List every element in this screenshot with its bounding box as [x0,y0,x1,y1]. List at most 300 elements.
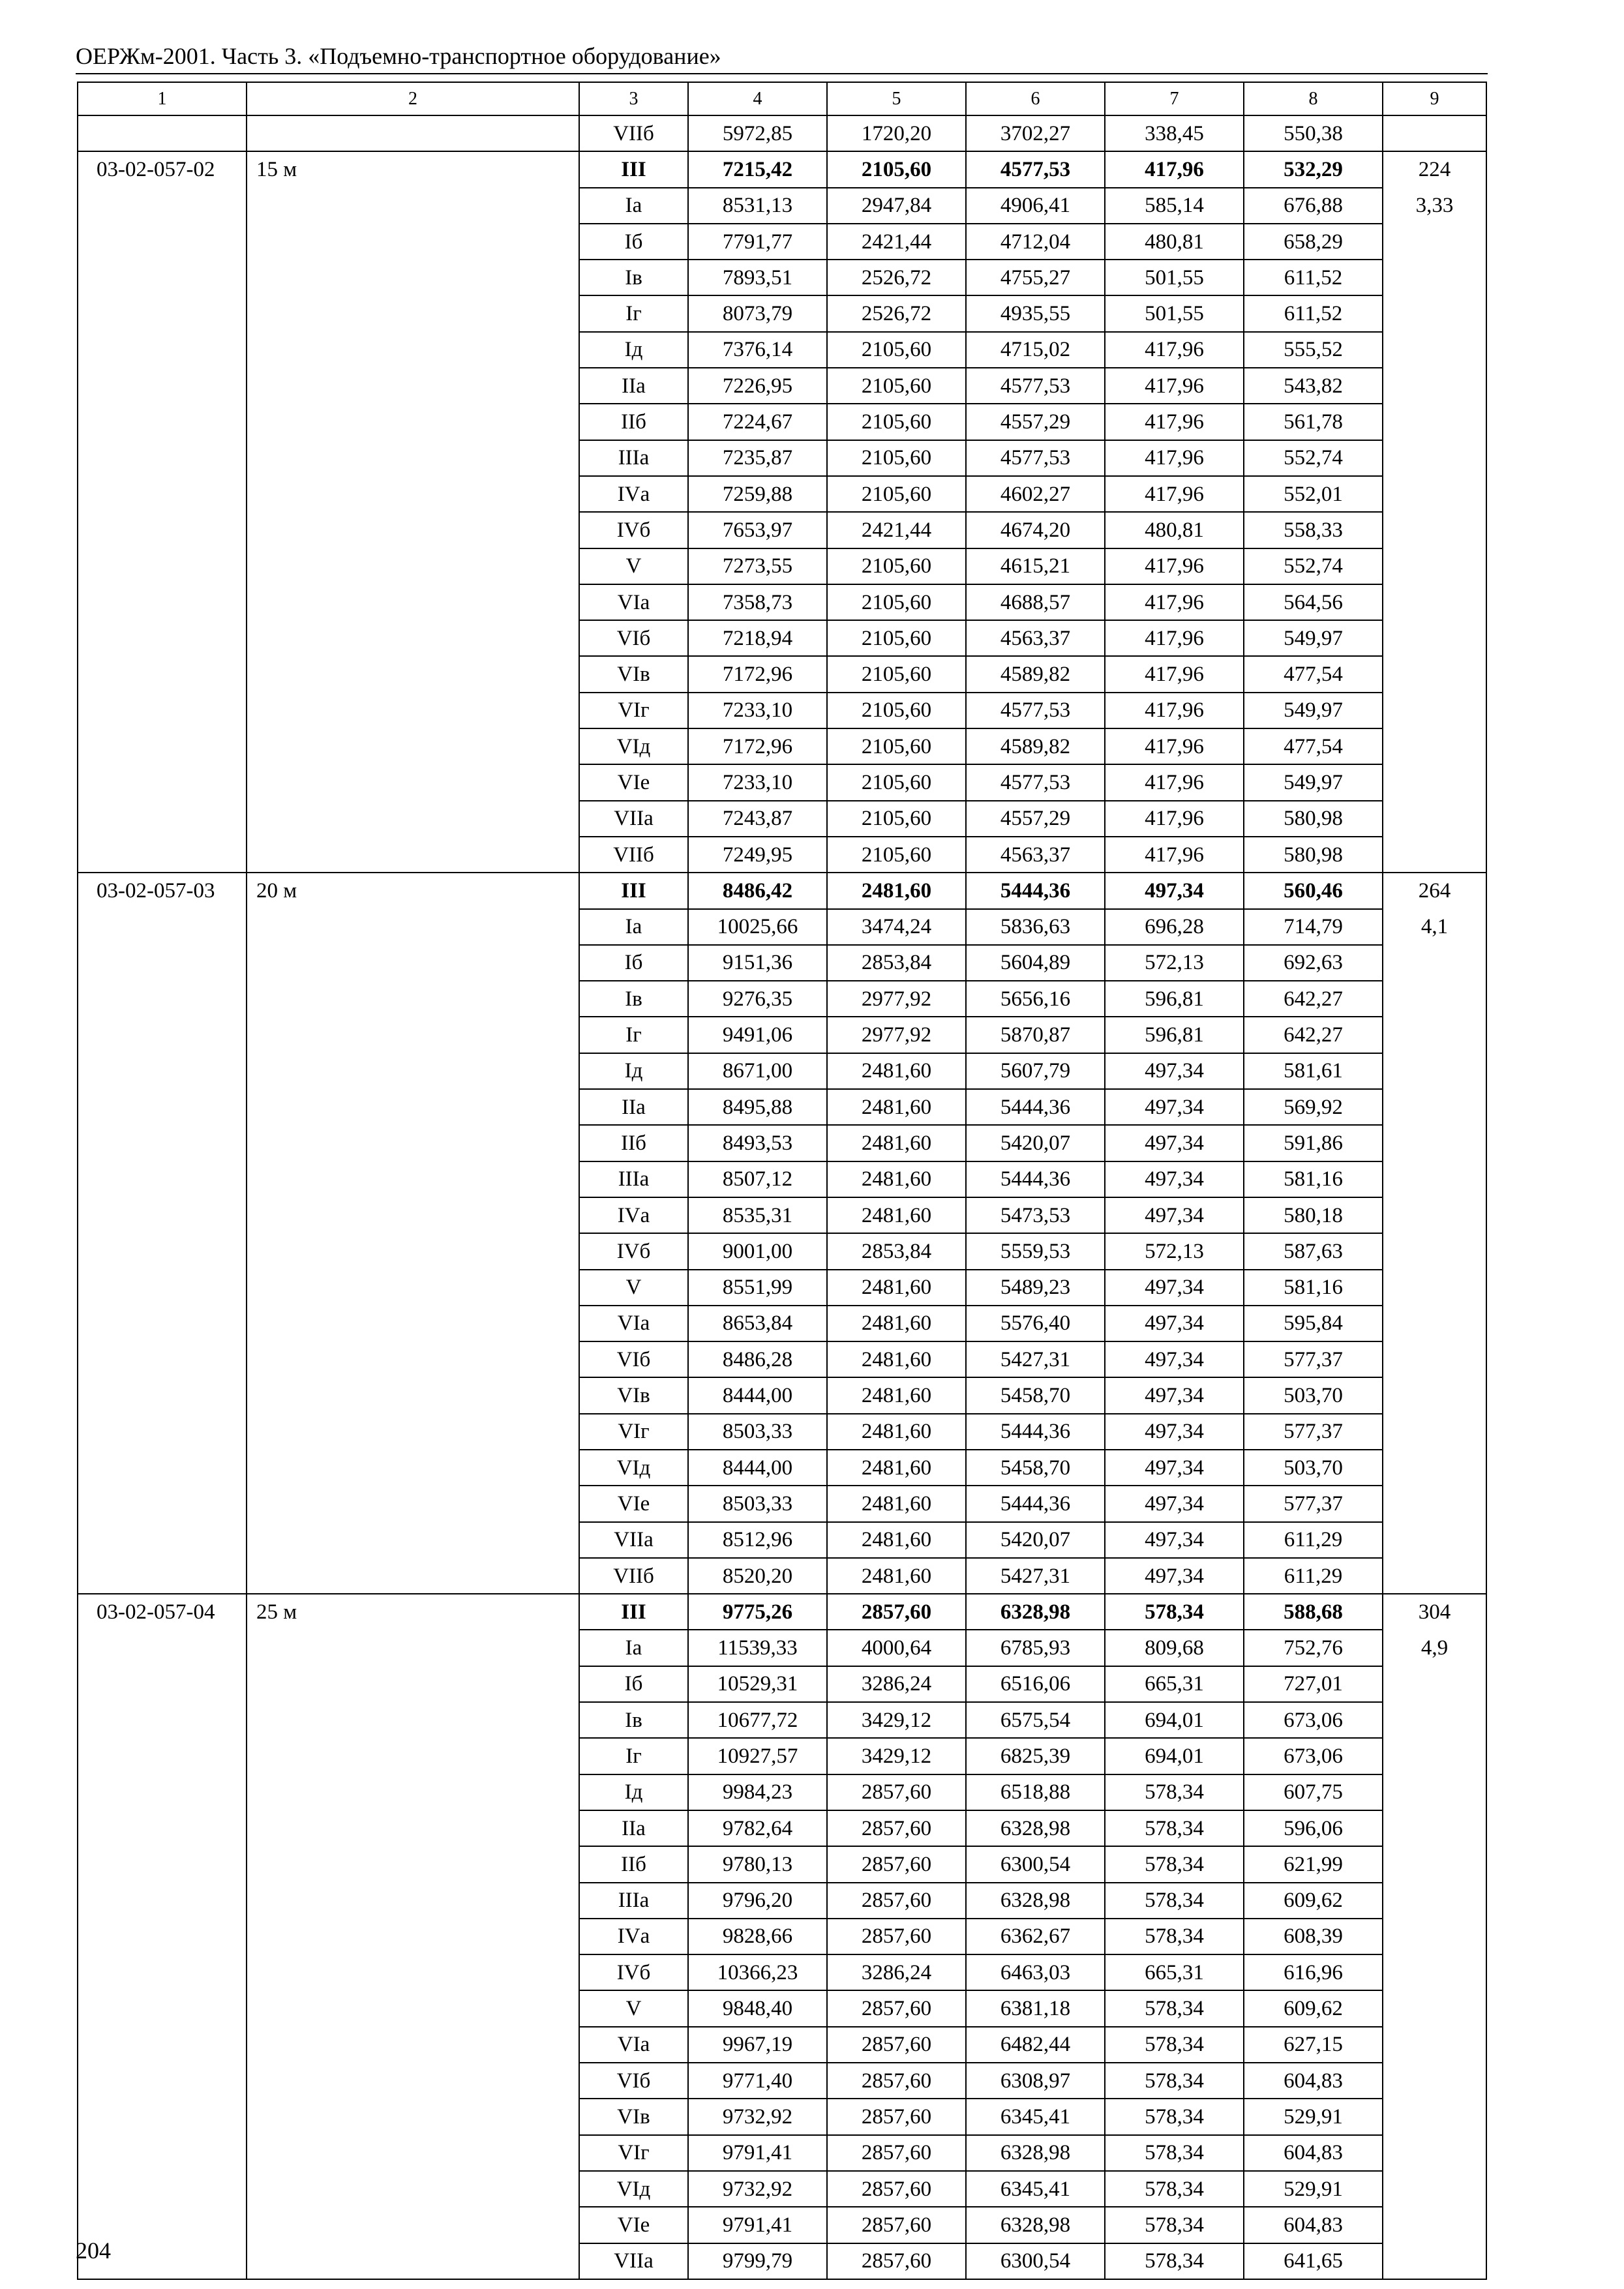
column-number: 1 [78,82,247,115]
cell-zone: VIд [579,2171,688,2207]
cell-labor-cost [1383,115,1486,151]
cell-machinist-wages: 809,68 [1105,1630,1244,1666]
cell-rate-code [78,1738,247,1774]
cell-zone: Iб [579,945,688,981]
cell-labor-cost [1383,981,1486,1017]
cell-zone: VIе [579,764,688,800]
cell-lift-height [247,1377,579,1413]
cell-materials: 611,29 [1244,1558,1383,1594]
cell-total-cost: 7249,95 [688,837,827,873]
cell-machinist-wages: 480,81 [1105,224,1244,260]
cell-machine-operation: 4577,53 [966,440,1105,476]
cell-lift-height [247,2171,579,2207]
cell-wages: 2105,60 [827,476,966,512]
column-number: 6 [966,82,1105,115]
cell-total-cost: 7172,96 [688,656,827,692]
cell-materials: 577,37 [1244,1341,1383,1377]
cell-machine-operation: 4712,04 [966,224,1105,260]
cell-total-cost: 8671,00 [688,1053,827,1089]
cell-rate-code [78,1197,247,1233]
cell-total-cost: 9780,13 [688,1846,827,1882]
cell-labor-cost [1383,1306,1486,1341]
cell-lift-height [247,1666,579,1702]
cell-zone: IIа [579,1089,688,1125]
cell-materials: 608,39 [1244,1919,1383,1954]
cell-materials: 591,86 [1244,1125,1383,1161]
table-row [78,1738,1486,1774]
cell-lift-height [247,1414,579,1450]
cell-labor-cost [1383,693,1486,728]
cell-materials: 577,37 [1244,1486,1383,1521]
cell-machinist-wages: 665,31 [1105,1954,1244,1990]
cell-machine-operation: 5444,36 [966,1486,1105,1521]
cell-zone: VIб [579,1341,688,1377]
cell-machinist-wages: 578,34 [1105,1846,1244,1882]
table-row [78,1594,1486,1630]
cell-wages: 3429,12 [827,1738,966,1774]
cell-rate-code [78,1990,247,2026]
cell-machinist-wages: 596,81 [1105,981,1244,1017]
cell-wages: 2857,60 [827,2063,966,2099]
cell-labor-cost [1383,332,1486,368]
cell-rate-code [78,224,247,260]
cell-total-cost: 9001,00 [688,1233,827,1269]
cell-materials: 727,01 [1244,1666,1383,1702]
cell-wages: 2105,60 [827,440,966,476]
cell-labor-cost: 4,1 [1383,909,1486,945]
table-row [78,2243,1486,2279]
cell-machinist-wages: 417,96 [1105,404,1244,440]
table-row [78,1702,1486,1738]
cell-zone: VIIа [579,2243,688,2279]
cell-lift-height [247,1017,579,1053]
cell-materials: 714,79 [1244,909,1383,945]
cell-wages: 2857,60 [827,2027,966,2063]
cell-machine-operation: 4674,20 [966,512,1105,548]
cell-machine-operation: 4935,55 [966,295,1105,331]
cell-labor-cost [1383,945,1486,981]
cell-lift-height [247,764,579,800]
cell-wages: 2481,60 [827,1161,966,1197]
cell-materials: 560,46 [1244,873,1383,908]
cell-total-cost: 10025,66 [688,909,827,945]
cell-total-cost: 8486,42 [688,873,827,908]
cell-materials: 692,63 [1244,945,1383,981]
cell-zone: VIа [579,584,688,620]
cell-rate-code: 03-02-057-02 [78,151,247,187]
cell-rate-code [78,801,247,837]
cell-labor-cost [1383,584,1486,620]
cell-wages: 2481,60 [827,1377,966,1413]
table-row [78,1774,1486,1810]
cell-wages: 2857,60 [827,2099,966,2134]
cell-total-cost: 9791,41 [688,2207,827,2243]
cell-machinist-wages: 578,34 [1105,2027,1244,2063]
cell-total-cost: 11539,33 [688,1630,827,1666]
cell-labor-cost [1383,260,1486,295]
cell-zone: IIб [579,404,688,440]
cell-materials: 581,16 [1244,1161,1383,1197]
cell-machine-operation: 5870,87 [966,1017,1105,1053]
cell-materials: 588,68 [1244,1594,1383,1630]
cell-lift-height [247,1846,579,1882]
cell-wages: 2105,60 [827,656,966,692]
cell-materials: 642,27 [1244,1017,1383,1053]
cell-labor-cost [1383,1774,1486,1810]
cell-machine-operation: 4557,29 [966,404,1105,440]
cell-total-cost: 10927,57 [688,1738,827,1774]
cell-lift-height: 20 м [247,873,579,908]
cell-lift-height [247,332,579,368]
header-rule [76,73,1488,74]
cell-labor-cost [1383,368,1486,404]
cell-wages: 2105,60 [827,764,966,800]
cell-labor-cost: 304 [1383,1594,1486,1630]
cell-total-cost: 9732,92 [688,2171,827,2207]
table-row [78,2099,1486,2134]
cell-rate-code [78,1377,247,1413]
cell-total-cost: 8531,13 [688,188,827,224]
cell-rate-code [78,1883,247,1919]
cell-zone: Iг [579,1738,688,1774]
cell-labor-cost: 224 [1383,151,1486,187]
cell-zone: IVб [579,1233,688,1269]
table-row [78,1630,1486,1666]
cell-total-cost: 8073,79 [688,295,827,331]
cell-labor-cost [1383,2135,1486,2171]
table-row [78,332,1486,368]
cell-rate-code [78,1919,247,1954]
cell-machine-operation: 4602,27 [966,476,1105,512]
cell-materials: 549,97 [1244,693,1383,728]
cell-total-cost: 9984,23 [688,1774,827,1810]
cell-materials: 658,29 [1244,224,1383,260]
cell-machine-operation: 5458,70 [966,1377,1105,1413]
table-row [78,260,1486,295]
cell-wages: 2105,60 [827,584,966,620]
cell-machine-operation: 6825,39 [966,1738,1105,1774]
cell-machinist-wages: 417,96 [1105,620,1244,656]
cell-zone: V [579,1990,688,2026]
table-row [78,1666,1486,1702]
cell-materials: 503,70 [1244,1377,1383,1413]
cell-lift-height [247,1738,579,1774]
cell-machinist-wages: 497,34 [1105,1558,1244,1594]
cell-wages: 2421,44 [827,512,966,548]
cell-labor-cost [1383,2207,1486,2243]
cell-materials: 673,06 [1244,1738,1383,1774]
cell-rate-code [78,620,247,656]
cell-materials: 581,61 [1244,1053,1383,1089]
cell-wages: 2105,60 [827,620,966,656]
cell-materials: 673,06 [1244,1702,1383,1738]
cell-machinist-wages: 578,34 [1105,1594,1244,1630]
table-row [78,1197,1486,1233]
cell-machine-operation: 5444,36 [966,1089,1105,1125]
cell-labor-cost [1383,1089,1486,1125]
cell-machine-operation: 6345,41 [966,2099,1105,2134]
table-row [78,1089,1486,1125]
cell-labor-cost [1383,728,1486,764]
cell-rate-code [78,2135,247,2171]
cell-rate-code [78,1450,247,1486]
cell-wages: 2947,84 [827,188,966,224]
cell-machinist-wages: 497,34 [1105,1270,1244,1306]
cell-zone: Iд [579,1774,688,1810]
column-number: 3 [579,82,688,115]
cell-materials: 549,97 [1244,764,1383,800]
cell-wages: 2526,72 [827,260,966,295]
cell-lift-height [247,1089,579,1125]
table-row [78,1486,1486,1521]
cell-lift-height [247,1919,579,1954]
cell-wages: 2857,60 [827,2171,966,2207]
cell-total-cost: 8520,20 [688,1558,827,1594]
cell-total-cost: 7358,73 [688,584,827,620]
table-row [78,476,1486,512]
cell-materials: 577,37 [1244,1414,1383,1450]
cell-rate-code [78,1341,247,1377]
table-row [78,295,1486,331]
cell-wages: 2481,60 [827,1414,966,1450]
cell-machinist-wages: 497,34 [1105,1053,1244,1089]
cell-labor-cost [1383,512,1486,548]
cell-materials: 609,62 [1244,1990,1383,2026]
cell-labor-cost [1383,1233,1486,1269]
table-row [78,2027,1486,2063]
cell-wages: 3286,24 [827,1954,966,1990]
table-row [78,1522,1486,1558]
cell-materials: 543,82 [1244,368,1383,404]
cell-rate-code [78,2171,247,2207]
cell-total-cost: 7653,97 [688,512,827,548]
table-row [78,1377,1486,1413]
cell-machine-operation: 5607,79 [966,1053,1105,1089]
cell-materials: 569,92 [1244,1089,1383,1125]
cell-zone: V [579,548,688,584]
cell-machine-operation: 4589,82 [966,728,1105,764]
cell-materials: 529,91 [1244,2171,1383,2207]
cell-materials: 595,84 [1244,1306,1383,1341]
cell-labor-cost [1383,1486,1486,1521]
table-row [78,837,1486,873]
cell-zone: VIIб [579,837,688,873]
cell-total-cost: 8444,00 [688,1450,827,1486]
cell-machinist-wages: 665,31 [1105,1666,1244,1702]
cell-materials: 627,15 [1244,2027,1383,2063]
cell-machinist-wages: 497,34 [1105,1486,1244,1521]
table-row [78,512,1486,548]
cell-lift-height [247,548,579,584]
cell-machinist-wages: 497,34 [1105,1341,1244,1377]
cell-labor-cost [1383,1702,1486,1738]
cell-rate-code [78,945,247,981]
cell-machinist-wages: 578,34 [1105,2171,1244,2207]
cell-rate-code [78,1161,247,1197]
table-row [78,1919,1486,1954]
table-row [78,115,1486,151]
cell-zone: Iд [579,1053,688,1089]
cell-machine-operation: 5444,36 [966,1414,1105,1450]
cell-zone: Iв [579,981,688,1017]
cell-total-cost: 7376,14 [688,332,827,368]
cell-wages: 2857,60 [827,2207,966,2243]
cell-materials: 604,83 [1244,2207,1383,2243]
table-row [78,151,1486,187]
cell-zone: VIе [579,1486,688,1521]
cell-machinist-wages: 497,34 [1105,1089,1244,1125]
cell-machine-operation: 4615,21 [966,548,1105,584]
cell-rate-code [78,1666,247,1702]
cell-wages: 2857,60 [827,1774,966,1810]
cell-zone: IVб [579,512,688,548]
cell-machinist-wages: 417,96 [1105,837,1244,873]
cell-materials: 611,29 [1244,1522,1383,1558]
cell-total-cost: 7893,51 [688,260,827,295]
cell-machine-operation: 4577,53 [966,764,1105,800]
table-row [78,188,1486,224]
cell-machinist-wages: 501,55 [1105,260,1244,295]
cell-machine-operation: 4589,82 [966,656,1105,692]
cell-lift-height [247,2207,579,2243]
cell-machine-operation: 5836,63 [966,909,1105,945]
table-row [78,981,1486,1017]
cell-lift-height [247,981,579,1017]
column-number-row [78,82,1486,115]
cell-labor-cost [1383,1558,1486,1594]
cell-total-cost: 7791,77 [688,224,827,260]
cell-total-cost: 8486,28 [688,1341,827,1377]
cell-machine-operation: 6785,93 [966,1630,1105,1666]
cell-wages: 2481,60 [827,1089,966,1125]
cell-wages: 2853,84 [827,945,966,981]
cell-machine-operation: 5420,07 [966,1125,1105,1161]
cell-machinist-wages: 417,96 [1105,151,1244,187]
cell-machinist-wages: 578,34 [1105,2243,1244,2279]
cell-labor-cost [1383,2171,1486,2207]
cell-lift-height [247,1270,579,1306]
cell-zone: VIа [579,1306,688,1341]
cell-zone: IIIа [579,1883,688,1919]
cell-zone: VIб [579,620,688,656]
cell-machine-operation: 5489,23 [966,1270,1105,1306]
cell-lift-height [247,1954,579,1990]
cell-machine-operation: 6516,06 [966,1666,1105,1702]
table-row [78,873,1486,908]
table-row [78,1233,1486,1269]
cell-machine-operation: 6381,18 [966,1990,1105,2026]
cell-wages: 2857,60 [827,1810,966,1846]
cell-materials: 596,06 [1244,1810,1383,1846]
cell-zone: III [579,873,688,908]
cell-machinist-wages: 417,96 [1105,584,1244,620]
cell-wages: 2481,60 [827,1486,966,1521]
table-row [78,1270,1486,1306]
cell-labor-cost [1383,1810,1486,1846]
table-row [78,945,1486,981]
cell-total-cost: 9796,20 [688,1883,827,1919]
table-body [78,82,1486,2279]
cell-machinist-wages: 497,34 [1105,1522,1244,1558]
cell-zone: Iа [579,188,688,224]
cell-rate-code [78,440,247,476]
cell-total-cost: 7226,95 [688,368,827,404]
cell-zone: IVа [579,1919,688,1954]
table-row [78,1414,1486,1450]
cell-materials: 552,01 [1244,476,1383,512]
cell-lift-height [247,1161,579,1197]
cell-machine-operation: 6362,67 [966,1919,1105,1954]
cell-lift-height [247,945,579,981]
cell-rate-code [78,693,247,728]
cell-lift-height [247,1774,579,1810]
cell-machine-operation: 5444,36 [966,873,1105,908]
cell-lift-height [247,1233,579,1269]
table-row [78,1954,1486,1990]
cell-total-cost: 9732,92 [688,2099,827,2134]
cell-wages: 2977,92 [827,1017,966,1053]
cell-zone: VIа [579,2027,688,2063]
cell-total-cost: 9791,41 [688,2135,827,2171]
cell-zone: IVб [579,1954,688,1990]
cell-rate-code [78,332,247,368]
cell-materials: 552,74 [1244,440,1383,476]
cell-machine-operation: 4755,27 [966,260,1105,295]
cell-lift-height [247,1810,579,1846]
cell-total-cost: 10366,23 [688,1954,827,1990]
table-row [78,1306,1486,1341]
rates-table [77,82,1487,2280]
cell-zone: VIг [579,1414,688,1450]
cell-wages: 2857,60 [827,1919,966,1954]
cell-lift-height [247,476,579,512]
cell-rate-code [78,656,247,692]
cell-machine-operation: 6518,88 [966,1774,1105,1810]
cell-rate-code [78,368,247,404]
cell-lift-height [247,2135,579,2171]
cell-machine-operation: 4577,53 [966,151,1105,187]
column-number: 8 [1244,82,1383,115]
cell-labor-cost [1383,656,1486,692]
cell-zone: Iб [579,1666,688,1702]
cell-zone: VIд [579,1450,688,1486]
table-row [78,1450,1486,1486]
cell-machinist-wages: 497,34 [1105,1414,1244,1450]
table-row [78,584,1486,620]
cell-rate-code [78,1017,247,1053]
cell-total-cost: 7218,94 [688,620,827,656]
cell-total-cost: 9967,19 [688,2027,827,2063]
cell-total-cost: 9848,40 [688,1990,827,2026]
cell-rate-code [78,837,247,873]
cell-labor-cost [1383,548,1486,584]
cell-machinist-wages: 480,81 [1105,512,1244,548]
cell-lift-height [247,188,579,224]
cell-labor-cost [1383,1990,1486,2026]
cell-wages: 2481,60 [827,1125,966,1161]
cell-machine-operation: 4557,29 [966,801,1105,837]
cell-zone: III [579,151,688,187]
cell-machine-operation: 5444,36 [966,1161,1105,1197]
cell-zone: VIв [579,656,688,692]
cell-wages: 2857,60 [827,1990,966,2026]
cell-lift-height [247,1558,579,1594]
cell-total-cost: 8503,33 [688,1486,827,1521]
cell-total-cost: 8535,31 [688,1197,827,1233]
cell-machine-operation: 6308,97 [966,2063,1105,2099]
cell-total-cost: 5972,85 [688,115,827,151]
table-row [78,728,1486,764]
